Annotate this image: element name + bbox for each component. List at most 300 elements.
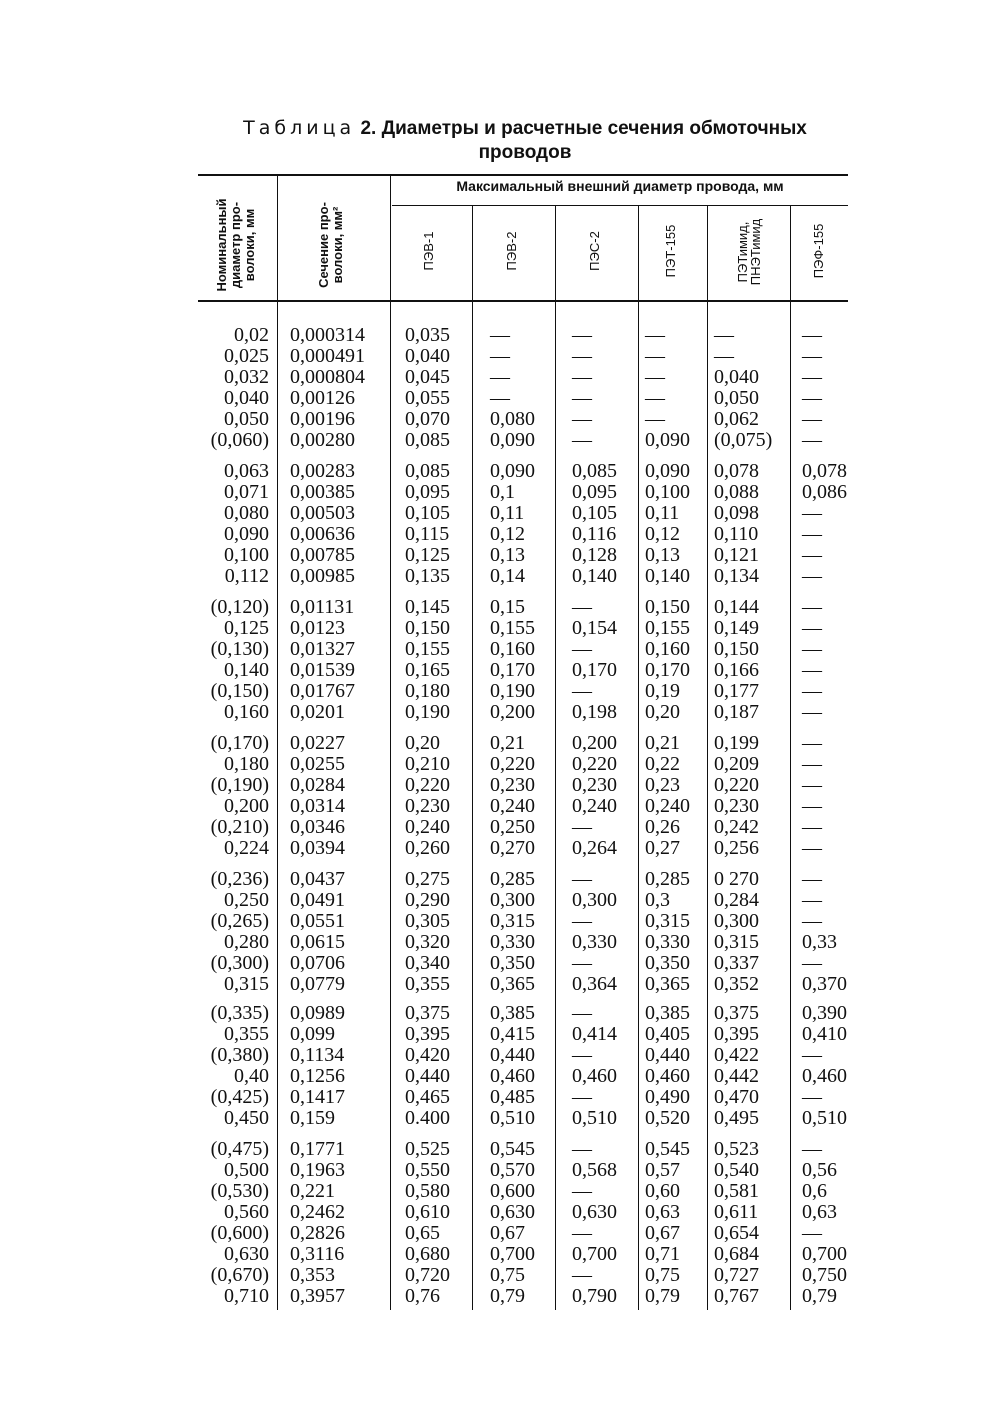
table-cell: 0,116 xyxy=(572,523,617,545)
table-cell: — xyxy=(802,596,822,618)
table-cell: 0,510 xyxy=(572,1107,617,1129)
table-cell: 0,79 xyxy=(490,1285,525,1307)
table-cell: 0 270 xyxy=(714,868,759,890)
table-row xyxy=(200,388,860,409)
table-row xyxy=(200,796,860,817)
table-cell: 0,1963 xyxy=(290,1159,345,1181)
table-cell: 0.400 xyxy=(405,1107,450,1129)
table-cell: 0,0491 xyxy=(290,889,345,911)
table-cell: — xyxy=(572,816,592,838)
table-cell: 0,510 xyxy=(802,1107,847,1129)
table-cell: 0,23 xyxy=(645,774,680,796)
table-cell: 0,337 xyxy=(714,952,759,974)
table-cell: 0,570 xyxy=(490,1159,535,1181)
table-cell: — xyxy=(802,408,822,430)
table-cell: 0,200 xyxy=(490,701,535,723)
table-cell: — xyxy=(572,1002,592,1024)
table-cell: 0,200 xyxy=(224,795,269,817)
table-cell: 0,100 xyxy=(224,544,269,566)
table-cell: 0,460 xyxy=(572,1065,617,1087)
table-caption xyxy=(195,116,855,165)
row-group xyxy=(200,1003,860,1129)
table-cell: 0,240 xyxy=(405,816,450,838)
table-row xyxy=(200,733,860,754)
table-cell: 0,105 xyxy=(405,502,450,524)
table-cell: 0,525 xyxy=(405,1138,450,1160)
table-row xyxy=(200,1024,860,1045)
table-cell: 0,370 xyxy=(802,973,847,995)
table-row xyxy=(200,702,860,723)
table-cell: 0,21 xyxy=(645,732,680,754)
table-cell: — xyxy=(572,1180,592,1202)
table-cell: — xyxy=(645,366,665,388)
table-cell: 0,581 xyxy=(714,1180,759,1202)
table-cell: 0,240 xyxy=(572,795,617,817)
table-cell: 0,6 xyxy=(802,1180,827,1202)
table-cell: 0,135 xyxy=(405,565,450,587)
table-cell: 0,700 xyxy=(802,1243,847,1265)
table-cell: 0,375 xyxy=(714,1002,759,1024)
table-cell: 0,134 xyxy=(714,565,759,587)
table-cell: 0,149 xyxy=(714,617,759,639)
table-cell: — xyxy=(802,617,822,639)
table-cell: — xyxy=(572,366,592,388)
table-cell: 0,160 xyxy=(224,701,269,723)
table-row xyxy=(200,503,860,524)
table-cell: 0,198 xyxy=(572,701,617,723)
table-row xyxy=(200,1087,860,1108)
table-cell: 0,180 xyxy=(405,680,450,702)
table-cell: 0,13 xyxy=(645,544,680,566)
table-cell: 0,080 xyxy=(490,408,535,430)
table-cell: 0,210 xyxy=(405,753,450,775)
table-cell: 0,375 xyxy=(405,1002,450,1024)
table-row xyxy=(200,1244,860,1265)
table-cell: 0,01539 xyxy=(290,659,355,681)
table-cell: — xyxy=(802,387,822,409)
table-row xyxy=(200,890,860,911)
table-cell: 0,700 xyxy=(490,1243,535,1265)
table-cell: 0,12 xyxy=(490,523,525,545)
table-cell: — xyxy=(645,387,665,409)
table-cell: 0,20 xyxy=(645,701,680,723)
table-cell: 0,180 xyxy=(224,753,269,775)
table-cell: 0,14 xyxy=(490,565,525,587)
table-cell: 0,115 xyxy=(405,523,450,545)
table-cell: — xyxy=(802,1222,822,1244)
table-cell: 0,300 xyxy=(490,889,535,911)
table-cell: 0,00985 xyxy=(290,565,355,587)
header-bottom-rule xyxy=(198,300,848,302)
table-cell: 0,02 xyxy=(234,324,269,346)
table-cell: 0,500 xyxy=(224,1159,269,1181)
table-cell: 0,0779 xyxy=(290,973,345,995)
table-cell: — xyxy=(802,952,822,974)
table-cell: (0,475) xyxy=(210,1138,269,1160)
table-row xyxy=(200,1265,860,1286)
table-cell: 0,350 xyxy=(490,952,535,974)
table-cell: 0,63 xyxy=(645,1201,680,1223)
table-cell: 0,170 xyxy=(490,659,535,681)
header-pef-155: ПЭФ-155 xyxy=(811,223,826,279)
table-cell: 0,315 xyxy=(490,910,535,932)
table-cell: 0,0284 xyxy=(290,774,345,796)
table-cell: 0,19 xyxy=(645,680,680,702)
table-cell: 0,330 xyxy=(645,931,690,953)
table-cell: 0,035 xyxy=(405,324,450,346)
table-cell: 0,11 xyxy=(645,502,680,524)
table-cell: 0,290 xyxy=(405,889,450,911)
table-cell: 0,00385 xyxy=(290,481,355,503)
table-cell: — xyxy=(802,523,822,545)
table-cell: 0,450 xyxy=(224,1107,269,1129)
table-cell: 0,285 xyxy=(645,868,690,890)
table-row xyxy=(200,1202,860,1223)
table-cell: (0,060) xyxy=(210,429,269,451)
table-cell: 0,00280 xyxy=(290,429,355,451)
table-cell: (0,300) xyxy=(210,952,269,974)
header-pet-155: ПЭТ-155 xyxy=(663,224,678,278)
table-cell: 0,285 xyxy=(490,868,535,890)
table-cell: 0,440 xyxy=(645,1044,690,1066)
table-cell: 0,032 xyxy=(224,366,269,388)
table-cell: 0,230 xyxy=(405,795,450,817)
table-cell: — xyxy=(802,638,822,660)
row-group xyxy=(200,461,860,587)
table-cell: — xyxy=(802,680,822,702)
table-cell: 0,390 xyxy=(802,1002,847,1024)
table-cell: 0,098 xyxy=(714,502,759,524)
table-cell: — xyxy=(572,596,592,618)
table-cell: — xyxy=(802,1044,822,1066)
table-cell: 0,085 xyxy=(572,460,617,482)
table-cell: (0,600) xyxy=(210,1222,269,1244)
table-cell: (0,236) xyxy=(210,868,269,890)
caption-number: 2. xyxy=(360,118,377,139)
table-cell: — xyxy=(572,952,592,974)
table-cell: (0,190) xyxy=(210,774,269,796)
table-cell: 0,33 xyxy=(802,931,837,953)
table-cell: 0,01131 xyxy=(290,596,355,618)
table-cell: — xyxy=(572,680,592,702)
table-cell: 0,1771 xyxy=(290,1138,345,1160)
table-cell: 0,170 xyxy=(645,659,690,681)
table-cell: 0,520 xyxy=(645,1107,690,1129)
table-cell: 0,420 xyxy=(405,1044,450,1066)
table-cell: — xyxy=(490,387,510,409)
table-cell: 0,3116 xyxy=(290,1243,345,1265)
table-cell: 0,414 xyxy=(572,1023,617,1045)
table-cell: 0,0615 xyxy=(290,931,345,953)
table-cell: 0,611 xyxy=(714,1201,759,1223)
table-cell: 0,00636 xyxy=(290,523,355,545)
table-cell: 0,256 xyxy=(714,837,759,859)
table-cell: 0,062 xyxy=(714,408,759,430)
table-cell: 0,01327 xyxy=(290,638,355,660)
table-cell: (0,120) xyxy=(210,596,269,618)
table-cell: 0,767 xyxy=(714,1285,759,1307)
table-cell: 0,630 xyxy=(490,1201,535,1223)
table-cell: 0,040 xyxy=(224,387,269,409)
table-cell: 0,720 xyxy=(405,1264,450,1286)
table-cell: 0,159 xyxy=(290,1107,335,1129)
table-cell: 0,080 xyxy=(224,502,269,524)
table-cell: 0,140 xyxy=(645,565,690,587)
table-cell: 0,654 xyxy=(714,1222,759,1244)
table-row xyxy=(200,1108,860,1129)
table-row xyxy=(200,754,860,775)
table-row xyxy=(200,545,860,566)
table-cell: 0,330 xyxy=(490,931,535,953)
table-cell: 0,063 xyxy=(224,460,269,482)
table-cell: — xyxy=(572,429,592,451)
table-cell: 0,305 xyxy=(405,910,450,932)
table-cell: 0,045 xyxy=(405,366,450,388)
table-cell: (0,670) xyxy=(210,1264,269,1286)
table-cell: 0,440 xyxy=(490,1044,535,1066)
table-cell: — xyxy=(802,1086,822,1108)
table-cell: — xyxy=(572,408,592,430)
table-row xyxy=(200,367,860,388)
table-cell: 0,610 xyxy=(405,1201,450,1223)
header-petimid: ПЭТимид, ПНЭТимид xyxy=(735,218,763,286)
table-cell: 0,320 xyxy=(405,931,450,953)
table-cell: 0,79 xyxy=(802,1285,837,1307)
table-cell: 0,315 xyxy=(645,910,690,932)
table-cell: 0,71 xyxy=(645,1243,680,1265)
table-row xyxy=(200,639,860,660)
table-cell: — xyxy=(802,544,822,566)
table-row xyxy=(200,461,860,482)
table-cell: 0,465 xyxy=(405,1086,450,1108)
table-cell: 0,21 xyxy=(490,732,525,754)
table-cell: 0,0227 xyxy=(290,732,345,754)
table-cell: 0,3 xyxy=(645,889,670,911)
table-cell: 0,040 xyxy=(714,366,759,388)
table-cell: 0,224 xyxy=(224,837,269,859)
table-cell: 0,220 xyxy=(572,753,617,775)
table-cell: 0,315 xyxy=(224,973,269,995)
table-cell: 0,75 xyxy=(645,1264,680,1286)
table-cell: 0,050 xyxy=(224,408,269,430)
table-cell: — xyxy=(802,795,822,817)
table-cell: 0,12 xyxy=(645,523,680,545)
table-cell: 0,22 xyxy=(645,753,680,775)
table-cell: 0,422 xyxy=(714,1044,759,1066)
table-cell: 0,170 xyxy=(572,659,617,681)
table-cell: — xyxy=(572,387,592,409)
table-cell: (0,170) xyxy=(210,732,269,754)
table-cell: — xyxy=(802,774,822,796)
table-cell: 0,67 xyxy=(490,1222,525,1244)
table-cell: — xyxy=(714,345,734,367)
table-cell: — xyxy=(572,910,592,932)
table-cell: 0,415 xyxy=(490,1023,535,1045)
table-cell: 0,160 xyxy=(490,638,535,660)
table-cell: 0,27 xyxy=(645,837,680,859)
table-cell: — xyxy=(802,324,822,346)
table-cell: 0,352 xyxy=(714,973,759,995)
caption-title: Диаметры и расчетные сечения обмоточных xyxy=(381,118,807,139)
table-cell: 0,13 xyxy=(490,544,525,566)
table-cell: 0,540 xyxy=(714,1159,759,1181)
table-cell: (0,130) xyxy=(210,638,269,660)
table-cell: — xyxy=(802,345,822,367)
table-cell: 0,495 xyxy=(714,1107,759,1129)
table-row xyxy=(200,817,860,838)
table-cell: 0,00196 xyxy=(290,408,355,430)
table-cell: 0,165 xyxy=(405,659,450,681)
table-cell: — xyxy=(802,502,822,524)
table-row xyxy=(200,911,860,932)
span-header-rule xyxy=(392,205,848,206)
table-cell: 0,76 xyxy=(405,1285,440,1307)
table-cell: 0,315 xyxy=(714,931,759,953)
table-cell: 0,580 xyxy=(405,1180,450,1202)
table-cell: 0,221 xyxy=(290,1180,335,1202)
table-cell: 0,355 xyxy=(224,1023,269,1045)
table-cell: 0,150 xyxy=(714,638,759,660)
header-wire-section: Сечение про- волоки, мм² xyxy=(316,202,345,288)
table-cell: 0,145 xyxy=(405,596,450,618)
table-cell: 0,300 xyxy=(714,910,759,932)
caption-line-2: проводов xyxy=(478,142,572,163)
table-cell: 0,545 xyxy=(645,1138,690,1160)
table-cell: 0,65 xyxy=(405,1222,440,1244)
table-cell: 0,385 xyxy=(645,1002,690,1024)
table-cell: 0,220 xyxy=(405,774,450,796)
table-cell: — xyxy=(802,732,822,754)
table-cell: 0,2462 xyxy=(290,1201,345,1223)
table-cell: — xyxy=(572,1264,592,1286)
table-row xyxy=(200,325,860,346)
table-cell: 0,155 xyxy=(405,638,450,660)
table-cell: 0,230 xyxy=(572,774,617,796)
table-cell: (0,425) xyxy=(210,1086,269,1108)
table-cell: (0,530) xyxy=(210,1180,269,1202)
table-cell: 0,155 xyxy=(490,617,535,639)
table-cell: (0,335) xyxy=(210,1002,269,1024)
table-row xyxy=(200,1139,860,1160)
table-cell: 0,220 xyxy=(714,774,759,796)
table-cell: — xyxy=(572,638,592,660)
table-cell: 0,140 xyxy=(224,659,269,681)
table-cell: 0,270 xyxy=(490,837,535,859)
table-cell: 0,568 xyxy=(572,1159,617,1181)
table-cell: — xyxy=(802,659,822,681)
table-row xyxy=(200,838,860,859)
table-cell: (0,150) xyxy=(210,680,269,702)
table-cell: 0,110 xyxy=(714,523,759,545)
table-cell: 0,355 xyxy=(405,973,450,995)
table-cell: 0,071 xyxy=(224,481,269,503)
table-cell: (0,210) xyxy=(210,816,269,838)
table-cell: 0,121 xyxy=(714,544,759,566)
table-cell: 0,240 xyxy=(645,795,690,817)
table-row xyxy=(200,430,860,451)
table-cell: 0,177 xyxy=(714,680,759,702)
table-cell: 0,160 xyxy=(645,638,690,660)
table-cell: 0,280 xyxy=(224,931,269,953)
table-cell: — xyxy=(802,429,822,451)
table-cell: 0,275 xyxy=(405,868,450,890)
table-cell: 0,75 xyxy=(490,1264,525,1286)
table-cell: 0,440 xyxy=(405,1065,450,1087)
table-row xyxy=(200,618,860,639)
table-cell: — xyxy=(802,1138,822,1160)
table-cell: 0,125 xyxy=(224,617,269,639)
table-cell: 0,365 xyxy=(645,973,690,995)
table-cell: 0,684 xyxy=(714,1243,759,1265)
table-cell: — xyxy=(572,324,592,346)
caption-line-1 xyxy=(195,116,855,141)
table-cell: 0,250 xyxy=(490,816,535,838)
table-cell: 0,199 xyxy=(714,732,759,754)
table-cell: 0,000314 xyxy=(290,324,365,346)
table-row xyxy=(200,932,860,953)
table-cell: 0,230 xyxy=(490,774,535,796)
table-cell: 0,0989 xyxy=(290,1002,345,1024)
table-cell: (0,380) xyxy=(210,1044,269,1066)
table-cell: 0,470 xyxy=(714,1086,759,1108)
table-cell: 0,100 xyxy=(645,481,690,503)
table-cell: 0,00785 xyxy=(290,544,355,566)
table-cell: — xyxy=(802,910,822,932)
table-cell: 0,01767 xyxy=(290,680,355,702)
table-cell: 0,105 xyxy=(572,502,617,524)
header-pev-1: ПЭВ-1 xyxy=(421,231,436,271)
table-cell: — xyxy=(714,324,734,346)
table-cell: 0,523 xyxy=(714,1138,759,1160)
row-group xyxy=(200,325,860,451)
table-row xyxy=(200,1066,860,1087)
table-cell: 0,485 xyxy=(490,1086,535,1108)
table-row xyxy=(200,681,860,702)
table-cell: 0,166 xyxy=(714,659,759,681)
table-cell: 0,085 xyxy=(405,460,450,482)
table-row xyxy=(200,660,860,681)
table-cell: — xyxy=(802,565,822,587)
row-group xyxy=(200,1139,860,1307)
table-cell: 0,090 xyxy=(645,429,690,451)
table-cell: — xyxy=(645,324,665,346)
table-row xyxy=(200,1286,860,1307)
table-cell: 0,099 xyxy=(290,1023,335,1045)
table-cell: 0,560 xyxy=(224,1201,269,1223)
table-cell: 0,0551 xyxy=(290,910,345,932)
table-cell: — xyxy=(572,868,592,890)
table-cell: 0,350 xyxy=(645,952,690,974)
table-cell: 0,250 xyxy=(224,889,269,911)
table-cell: 0,79 xyxy=(645,1285,680,1307)
table-cell: 0,220 xyxy=(490,753,535,775)
table-cell: 0,460 xyxy=(490,1065,535,1087)
table-cell: — xyxy=(802,753,822,775)
row-group xyxy=(200,597,860,723)
table-cell: 0,040 xyxy=(405,345,450,367)
table-row xyxy=(200,1181,860,1202)
table-cell: 0,40 xyxy=(234,1065,269,1087)
table-row xyxy=(200,1223,860,1244)
table-cell: 0,140 xyxy=(572,565,617,587)
table-cell: — xyxy=(802,889,822,911)
table-cell: 0,264 xyxy=(572,837,617,859)
table-row xyxy=(200,869,860,890)
table-cell: 0,086 xyxy=(802,481,847,503)
table-cell: 0,0394 xyxy=(290,837,345,859)
table-cell: — xyxy=(572,345,592,367)
table-cell: 0,550 xyxy=(405,1159,450,1181)
